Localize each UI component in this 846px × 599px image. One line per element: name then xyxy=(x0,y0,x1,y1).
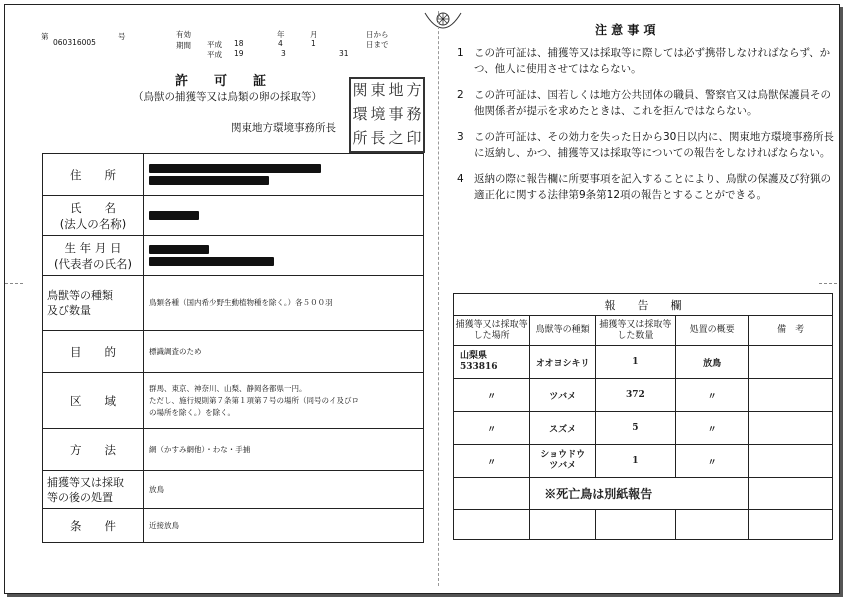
report-cell: スズメ xyxy=(530,412,596,445)
seal-char: 地 xyxy=(388,81,404,99)
note-item xyxy=(457,45,837,77)
fold-mark-left xyxy=(5,283,23,284)
report-cell: 〃 xyxy=(454,412,530,445)
report-header-cell: 捕獲等又は採取等した数量 xyxy=(596,316,676,346)
permit-row xyxy=(43,509,424,543)
seal-char: 所 xyxy=(352,129,368,147)
report-row xyxy=(454,445,833,478)
note-text: 返納の際に報告欄に所要事項を記入することにより、鳥獣の保護及び狩猟の適正化に関する法律第9条第12項の報告とすることができる。 xyxy=(474,173,831,201)
redacted-text xyxy=(149,257,274,266)
permit-row xyxy=(43,276,424,331)
permit-row-label: 方 法 xyxy=(43,429,144,471)
permit-row-label: 生 年 月 日 (代表者の氏名) xyxy=(43,236,144,276)
report-cell xyxy=(749,379,833,412)
note-number: 3 xyxy=(457,131,464,143)
notes-title: 注 意 事 項 xyxy=(595,23,656,37)
month-label: 月 xyxy=(310,30,318,39)
from-year: 18 xyxy=(234,39,244,48)
seal-char: 境 xyxy=(370,105,386,123)
redacted-text xyxy=(149,211,199,220)
report-row-empty xyxy=(454,510,833,540)
notes-list xyxy=(457,45,837,213)
permit-row-value: 標識調査のため xyxy=(144,331,424,373)
seal-char: 関 xyxy=(352,81,368,99)
permit-row-value xyxy=(144,236,424,276)
permit-document xyxy=(4,4,840,594)
seal-char: 印 xyxy=(406,129,422,147)
permit-row-label: 目 的 xyxy=(43,331,144,373)
report-cell: ツバメ xyxy=(530,379,596,412)
center-fold-line xyxy=(438,11,439,586)
permit-title: 許 可 証 xyxy=(175,74,267,89)
report-row xyxy=(454,412,833,445)
permit-row-value: 近接放鳥 xyxy=(144,509,424,543)
report-cell xyxy=(530,510,596,540)
number-prefix: 第 xyxy=(41,32,49,41)
note-text: この許可証は、捕獲等又は採取等に際しては必ず携帯しなければならず、かつ、他人に使用させてはならない。 xyxy=(474,47,831,75)
note-text: この許可証は、その効力を失った日から30日以内に、関東地方環境事務所長に返納し、かつ、捕獲等又は採取等についての報告をしなければならない。 xyxy=(474,131,834,159)
permit-row xyxy=(43,196,424,236)
report-title-row xyxy=(454,294,833,316)
redacted-text xyxy=(149,164,321,173)
report-cell: 1 xyxy=(596,445,676,478)
note-number: 1 xyxy=(457,47,464,59)
permit-row xyxy=(43,331,424,373)
validity-label-2: 期間 xyxy=(176,41,191,50)
report-cell xyxy=(454,478,530,510)
report-header-cell: 捕獲等又は採取等した場所 xyxy=(454,316,530,346)
emblem-icon xyxy=(423,9,463,37)
report-cell: 〃 xyxy=(454,379,530,412)
permit-row-value: 群馬、東京、神奈川、山梨、静岡各都県一円。 ただし、施行規則第７条第１項第７号の場所（同号のイ及びロ の場所を除く。）を除く。 xyxy=(144,373,424,429)
report-title: 報 告 欄 xyxy=(454,294,833,316)
permit-number: 060316005 xyxy=(53,38,96,47)
report-cell xyxy=(749,510,833,540)
permit-row-value: 網（かすみ網他）・わな・手捕 xyxy=(144,429,424,471)
permit-row-value: 鳥類各種（国内希少野生動植物種を除く。）各５００羽 xyxy=(144,276,424,331)
validity-label-1: 有効 xyxy=(176,30,191,39)
report-cell xyxy=(454,510,530,540)
report-cell xyxy=(596,510,676,540)
report-cell: 放鳥 xyxy=(675,346,749,379)
from-suffix: 日から xyxy=(366,30,389,39)
report-cell xyxy=(749,412,833,445)
redacted-text xyxy=(149,176,269,185)
report-table xyxy=(453,293,833,540)
permit-row-value xyxy=(144,196,424,236)
report-header-cell: 備 考 xyxy=(749,316,833,346)
issuer-name: 関東地方環境事務所長 xyxy=(231,122,336,134)
seal-char: 之 xyxy=(388,129,404,147)
report-cell xyxy=(675,510,749,540)
seal-char: 方 xyxy=(406,81,422,99)
permit-row-label: 条 件 xyxy=(43,509,144,543)
report-cell: 1 xyxy=(596,346,676,379)
permit-row-label: 区 域 xyxy=(43,373,144,429)
report-cell xyxy=(749,445,833,478)
to-suffix: 日まで xyxy=(366,40,389,49)
redaction-block xyxy=(149,245,423,266)
seal-char: 環 xyxy=(352,105,368,123)
to-month: 3 xyxy=(281,49,286,58)
permit-row-label: 住 所 xyxy=(43,154,144,196)
report-header-cell: 処置の概要 xyxy=(675,316,749,346)
official-seal xyxy=(349,77,425,153)
report-cell: 〃 xyxy=(675,445,749,478)
report-cell: 5 xyxy=(596,412,676,445)
report-row xyxy=(454,379,833,412)
permit-row xyxy=(43,429,424,471)
permit-row-value xyxy=(144,154,424,196)
from-day: 1 xyxy=(311,39,316,48)
note-text: この許可証は、国若しくは地方公共団体の職員、警察官又は鳥獣保護員その他関係者が提示を求めたときは、これを拒んではならない。 xyxy=(474,89,831,117)
report-note: ※死亡鳥は別紙報告 xyxy=(530,478,749,510)
report-cell: 山梨県 533816 xyxy=(454,346,530,379)
to-era: 平成 xyxy=(207,50,222,59)
note-item xyxy=(457,129,837,161)
note-item xyxy=(457,87,837,119)
from-era: 平成 xyxy=(207,40,222,49)
permit-subtitle: （鳥獣の捕獲等又は鳥類の卵の採取等） xyxy=(133,91,322,103)
report-note-row xyxy=(454,478,833,510)
report-header-row xyxy=(454,316,833,346)
note-item xyxy=(457,171,837,203)
report-cell: ショウドウ ツバメ xyxy=(530,445,596,478)
seal-char: 長 xyxy=(370,129,386,147)
permit-table xyxy=(42,153,424,543)
report-cell: 〃 xyxy=(675,412,749,445)
report-cell xyxy=(749,478,833,510)
report-cell: 〃 xyxy=(454,445,530,478)
report-cell xyxy=(749,346,833,379)
permit-row-label: 氏 名 (法人の名称) xyxy=(43,196,144,236)
report-cell: オオヨシキリ xyxy=(530,346,596,379)
permit-row-label: 捕獲等又は採取 等の後の処置 xyxy=(43,471,144,509)
redaction-block xyxy=(149,164,423,185)
permit-row-label: 鳥獣等の種類 及び数量 xyxy=(43,276,144,331)
fold-mark-right xyxy=(819,283,837,284)
from-month: 4 xyxy=(278,39,283,48)
report-cell: 〃 xyxy=(675,379,749,412)
to-year: 19 xyxy=(234,49,244,58)
number-suffix: 号 xyxy=(118,32,126,41)
permit-row xyxy=(43,471,424,509)
note-number: 2 xyxy=(457,89,464,101)
seal-char: 東 xyxy=(370,81,386,99)
seal-char: 務 xyxy=(406,105,422,123)
seal-char: 事 xyxy=(388,105,404,123)
report-header-cell: 鳥獣等の種類 xyxy=(530,316,596,346)
to-day: 31 xyxy=(339,49,349,58)
redaction-block xyxy=(149,211,423,220)
permit-row xyxy=(43,236,424,276)
report-row xyxy=(454,346,833,379)
note-number: 4 xyxy=(457,173,464,185)
redacted-text xyxy=(149,245,209,254)
permit-row xyxy=(43,373,424,429)
report-cell: 372 xyxy=(596,379,676,412)
permit-row-value: 放鳥 xyxy=(144,471,424,509)
permit-row xyxy=(43,154,424,196)
year-label: 年 xyxy=(277,30,285,39)
